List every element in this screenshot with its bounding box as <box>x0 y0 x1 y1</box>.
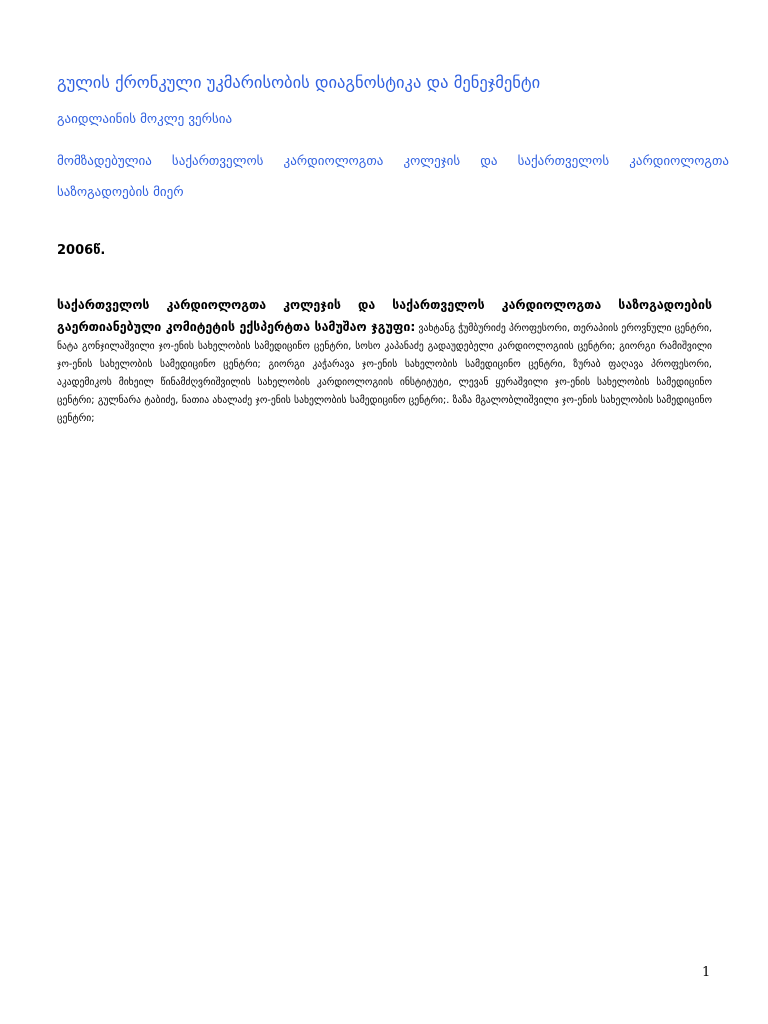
document-year: 2006წ. <box>57 243 106 258</box>
authors-lead: საქართველოს კარდიოლოგთა კოლეჯის და საქართველოს კარდიოლოგთა საზოგადოების გაერთიანებული კომიტეტის ექსპერტთა სამუშაო ჯგუფი: <box>57 297 712 334</box>
page-number: 1 <box>702 965 711 980</box>
authors-paragraph <box>57 294 712 428</box>
authors-list: ვახტანგ ჭუმბურიძე პროფესორი, თერაპიის ეროვნული ცენტრი, ნატა გონჯილაშვილი ჯო-ენის სახელობის სამედიცინო ცენტრი, სოსო კაპანაძე გადაუდებელი კარდიოლოგიის ცენტრი; გიორგი რამიშვილი ჯო-ენის სახელობის სამედიცინო ცენტრი; გიორგი კაჭარავა ჯო-ენის სახელობის სამედიცინო ცენტრი, ზურაბ ფაღავა პროფესორი, აკადემიკოს მიხეილ წინამძღვრიშვილის სახელობის კარდიოლოგიის ინსტიტუტი, ლევან ყურაშვილი ჯო-ენის სახელობის სამედიცინო ცენტრი; გულნარა ტაბიძე, ნათია ახალაძე ჯო-ენის სახელობის სამედიცინო ცენტრი;. ზაზა მგალობლიშვილი ჯო-ენის სახელობის სამედიცინო ცენტრი; <box>57 323 713 424</box>
document-title: გულის ქრონკული უკმარისობის დიაგნოსტიკა და მენეჯმენტი <box>57 73 541 92</box>
document-subtitle: გაიდლაინის მოკლე ვერსია <box>57 112 233 127</box>
prepared-by-statement: მომზადებულია საქართველოს კარდიოლოგთა კოლეჯის და საქართველოს კარდიოლოგთა საზოგადოების მიერ <box>57 154 729 200</box>
